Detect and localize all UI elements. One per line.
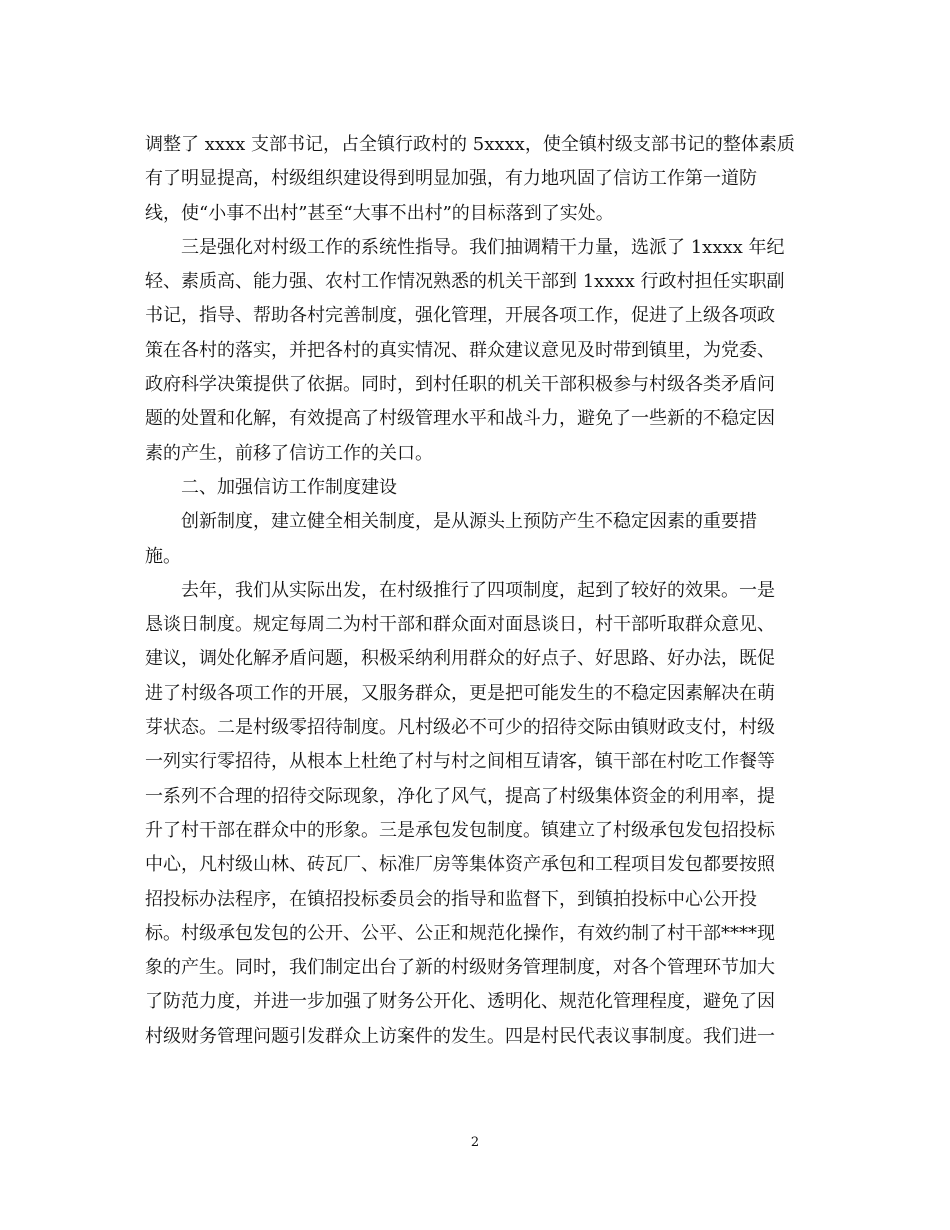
text-line: 村级财务管理问题引发群众上访案件的发生。四是村民代表议事制度。我们进一	[145, 1025, 775, 1047]
text-line: 去年，我们从实际出发，在村级推行了四项制度，起到了较好的效果。一是	[181, 579, 775, 601]
text-line: 恳谈日制度。规定每周二为村干部和群众面对面恳谈日，村干部听取群众意见、	[145, 614, 775, 636]
text-line: 有了明显提高，村级组织建设得到明显加强，有力地巩固了信访工作第一道防	[145, 168, 757, 190]
text-line: 进了村级各项工作的开展，又服务群众，更是把可能发生的不稳定因素解决在萌	[145, 682, 775, 704]
text-line: 三是强化对村级工作的系统性指导。我们抽调精干力量，选派了 1xxxx 年纪	[181, 236, 785, 258]
text-line: 调整了 xxxx 支部书记，占全镇行政村的 5xxxx，使全镇村级支部书记的整体素质	[145, 134, 795, 155]
text-line: 一系列不合理的招待交际现象，净化了风气，提高了村级集体资金的利用率，提	[145, 785, 775, 807]
text-line: 书记，指导、帮助各村完善制度，强化管理，开展各项工作，促进了上级各项政	[145, 305, 775, 327]
text-line: 二、加强信访工作制度建设	[181, 476, 397, 498]
text-line: 题的处置和化解，有效提高了村级管理水平和战斗力，避免了一些新的不稳定因	[145, 408, 775, 430]
page-number: 2	[470, 1135, 480, 1150]
document-body	[145, 128, 805, 1054]
text-line: 标。村级承包发包的公开、公平、公正和规范化操作，有效约制了村干部****现	[145, 922, 775, 944]
text-line: 创新制度，建立健全相关制度，是从源头上预防产生不稳定因素的重要措	[181, 511, 757, 533]
text-line: 施。	[145, 545, 181, 567]
text-line: 建议，调处化解矛盾问题，积极采纳利用群众的好点子、好思路、好办法，既促	[145, 648, 775, 670]
text-line: 芽状态。二是村级零招待制度。凡村级必不可少的招待交际由镇财政支付，村级	[145, 717, 775, 739]
text-line: 素的产生，前移了信访工作的关口。	[145, 442, 433, 464]
text-line: 一列实行零招待，从根本上杜绝了村与村之间相互请客，镇干部在村吃工作餐等	[145, 751, 775, 773]
text-line: 了防范力度，并进一步加强了财务公开化、透明化、规范化管理程度，避免了因	[145, 991, 775, 1013]
text-line: 中心，凡村级山林、砖瓦厂、标准厂房等集体资产承包和工程项目发包都要按照	[145, 854, 775, 876]
text-line: 策在各村的落实，并把各村的真实情况、群众建议意见及时带到镇里，为党委、	[145, 339, 775, 361]
text-line: 升了村干部在群众中的形象。三是承包发包制度。镇建立了村级承包发包招投标	[145, 819, 775, 841]
text-line: 政府科学决策提供了依据。同时，到村任职的机关干部积极参与村级各类矛盾问	[145, 374, 775, 396]
text-line: 轻、素质高、能力强、农村工作情况熟悉的机关干部到 1xxxx 行政村担任实职副	[145, 271, 785, 293]
text-line: 招投标办法程序，在镇招投标委员会的指导和监督下，到镇拍投标中心公开投	[145, 888, 757, 910]
text-line: 象的产生。同时，我们制定出台了新的村级财务管理制度，对各个管理环节加大	[145, 957, 775, 979]
text-line: 线，使“小事不出村”甚至“大事不出村”的目标落到了实处。	[145, 202, 614, 224]
